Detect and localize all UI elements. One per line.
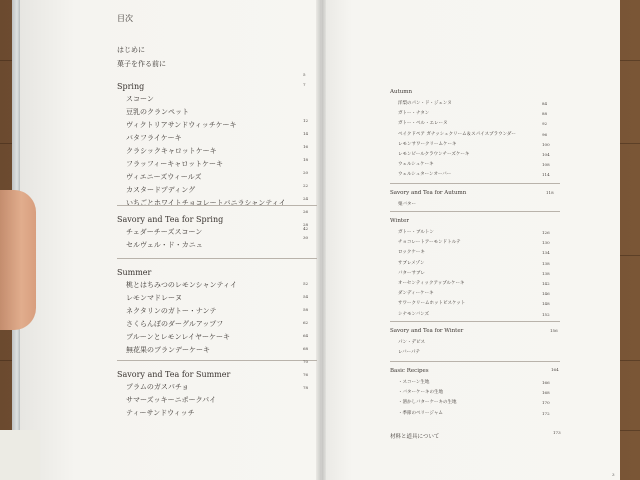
toc-entry: 豆乳のクランペット (126, 108, 189, 116)
page-number: 84 (542, 101, 548, 106)
section-heading: Autumn (390, 89, 413, 95)
section-heading: Spring (117, 82, 145, 91)
toc-title: 目次 (117, 14, 133, 23)
page-number: 172 (542, 410, 550, 416)
page-number: 14 (303, 131, 309, 136)
toc-entry: ティーサンドウィッチ (126, 409, 195, 417)
page-number: 108 (542, 162, 550, 168)
toc-entry: フラッフィーキャロットケーキ (126, 160, 224, 168)
toc-entry: ネクタリンのガトー・ナンテ (126, 307, 217, 315)
page-number: 173 (553, 430, 561, 435)
page-number: 52 (303, 281, 309, 286)
page-number: 142 (542, 281, 550, 286)
page-number: 16 (303, 144, 309, 149)
toc-entry: ガトー・ナタン (398, 111, 430, 117)
toc-entry: ロックケーキ (398, 250, 425, 256)
section-heading: Basic Recipes (390, 368, 429, 374)
page-number: 30 (303, 235, 309, 240)
toc-entry: ヴィクトリアサンドウィッチケーキ (126, 121, 237, 129)
page-number: 62 (303, 320, 309, 325)
page-number: 156 (550, 328, 558, 333)
section-divider (390, 183, 560, 184)
toc-entry: ガトー・ベル・エレーヌ (398, 121, 448, 127)
page-number: 5 (303, 72, 306, 77)
toc-entry: レモンサワークリームケーキ (398, 141, 457, 147)
page-number: 42 (303, 226, 309, 231)
section-heading: Savory and Tea for Spring (117, 215, 224, 224)
toc-entry: チェダーチーズスコーン (126, 228, 203, 236)
toc-entry: ガトー・ブルトン (398, 230, 434, 235)
page-number: 138 (542, 260, 550, 266)
toc-entry: バターサブレ (398, 270, 425, 276)
page-number: 68 (303, 346, 309, 351)
page-number: 24 (303, 196, 309, 201)
toc-entry: 栗バター (398, 202, 416, 207)
toc-entry: ブルーンとレモンレイヤーケーキ (126, 333, 231, 341)
page-number: 7 (303, 82, 306, 87)
section-divider (117, 205, 317, 206)
page-number: 118 (546, 190, 554, 195)
section-divider (117, 258, 317, 259)
toc-entry: レモンマドレーヌ (126, 294, 182, 302)
page-number: 92 (542, 121, 548, 127)
page-number: 76 (303, 372, 309, 377)
page-folio: 3 (612, 472, 615, 477)
page-number: 18 (303, 157, 309, 162)
toc-entry: セルヴェル・ド・カニュ (126, 241, 203, 249)
toc-entry: サブレメゾン (398, 260, 425, 266)
toc-entry: ・スコーン生地 (398, 380, 430, 385)
page-number: 134 (542, 250, 550, 256)
toc-entry: 菓子を作る前に (117, 60, 166, 68)
section-heading: Savory and Tea for Summer (117, 370, 231, 379)
thumb (0, 190, 36, 330)
page-number: 164 (551, 367, 559, 372)
toc-entry: さくらんぼのダーグルアップフ (126, 320, 224, 328)
page-number: 166 (542, 380, 550, 385)
page-number: 126 (542, 230, 550, 235)
toc-entry: はじめに (117, 46, 145, 54)
toc-entry: サワークリームホットビスケット (398, 301, 466, 307)
toc-entry: ・季節のベリージャム (398, 410, 443, 416)
book-spine-shadow (316, 0, 326, 480)
page-number: 130 (542, 240, 550, 246)
section-divider (117, 360, 317, 361)
toc-entry: ウェルシュターンオーバー (398, 172, 452, 178)
page-number: 12 (303, 118, 309, 123)
toc-entry: プラムのガスパチョ (126, 383, 189, 391)
page-number: 146 (542, 291, 550, 297)
page-number: 168 (542, 390, 550, 396)
page-number: 114 (542, 172, 550, 178)
page-number: 28 (303, 222, 309, 227)
toc-entry: ベイクドペア ガナッシュクリーム＆スパイスプラウンダー (398, 131, 516, 137)
right-page (322, 0, 620, 480)
page-number: 78 (303, 385, 309, 390)
page-number: 96 (542, 131, 548, 137)
toc-entry: オーセンティックアップルケーキ (398, 281, 465, 286)
page-number: 26 (303, 209, 309, 214)
toc-entry: ダンディーケーキ (398, 291, 434, 297)
toc-entry: チョコレートアーモンドトルテ (398, 240, 461, 246)
toc-entry: 無花果のブランデーケーキ (126, 346, 210, 354)
page-number: 88 (542, 111, 548, 117)
toc-entry: クラシックキャロットケーキ (126, 147, 217, 155)
page-number: 138 (542, 270, 550, 276)
page-number: 100 (542, 141, 550, 147)
toc-entry: シナモンバンズ (398, 311, 430, 317)
section-divider (390, 211, 560, 212)
toc-entry: 洋梨のパン・ド・ジェンヌ (398, 101, 452, 106)
section-heading: Winter (390, 218, 409, 224)
section-divider (390, 361, 560, 362)
toc-entry: ・溶かしバターケーキの生地 (398, 400, 457, 406)
page-number: 70 (303, 359, 309, 364)
page-number: 64 (303, 333, 309, 338)
toc-entry: レモンピールクラウンチーズケーキ (398, 152, 470, 157)
toc-entry: いちごとホワイトチョコレートバニラシャンティイ (126, 199, 286, 207)
toc-entry: カスタードプディング (126, 186, 196, 194)
section-heading: 材料と道具について (390, 434, 440, 440)
page-number: 170 (542, 400, 550, 406)
section-divider (390, 321, 560, 322)
paper-corner (0, 430, 40, 480)
page-number: 20 (303, 170, 309, 175)
toc-entry: ・バターケーキの生地 (398, 390, 443, 396)
toc-entry: バタフライケーキ (126, 134, 182, 142)
page-number: 54 (303, 294, 309, 299)
toc-entry: レバーパテ (398, 350, 420, 356)
page-number: 152 (542, 311, 550, 317)
toc-entry: ヴィエニーズウィールズ (126, 173, 202, 181)
toc-entry: ウェルシュケーキ (398, 162, 434, 168)
toc-entry: サマーズッキーニポークパイ (126, 396, 217, 404)
section-heading: Savory and Tea for Autumn (390, 190, 467, 196)
page-number: 148 (542, 301, 550, 307)
page-number: 22 (303, 183, 309, 188)
section-heading: Savory and Tea for Winter (390, 328, 464, 334)
page-number: 104 (542, 152, 550, 157)
section-heading: Summer (117, 268, 152, 277)
page-number: 58 (303, 307, 309, 312)
toc-entry: スコーン (126, 95, 154, 103)
toc-entry: パン・デピス (398, 340, 425, 345)
toc-entry: 桃とはちみつのレモンシャンティイ (126, 281, 237, 289)
